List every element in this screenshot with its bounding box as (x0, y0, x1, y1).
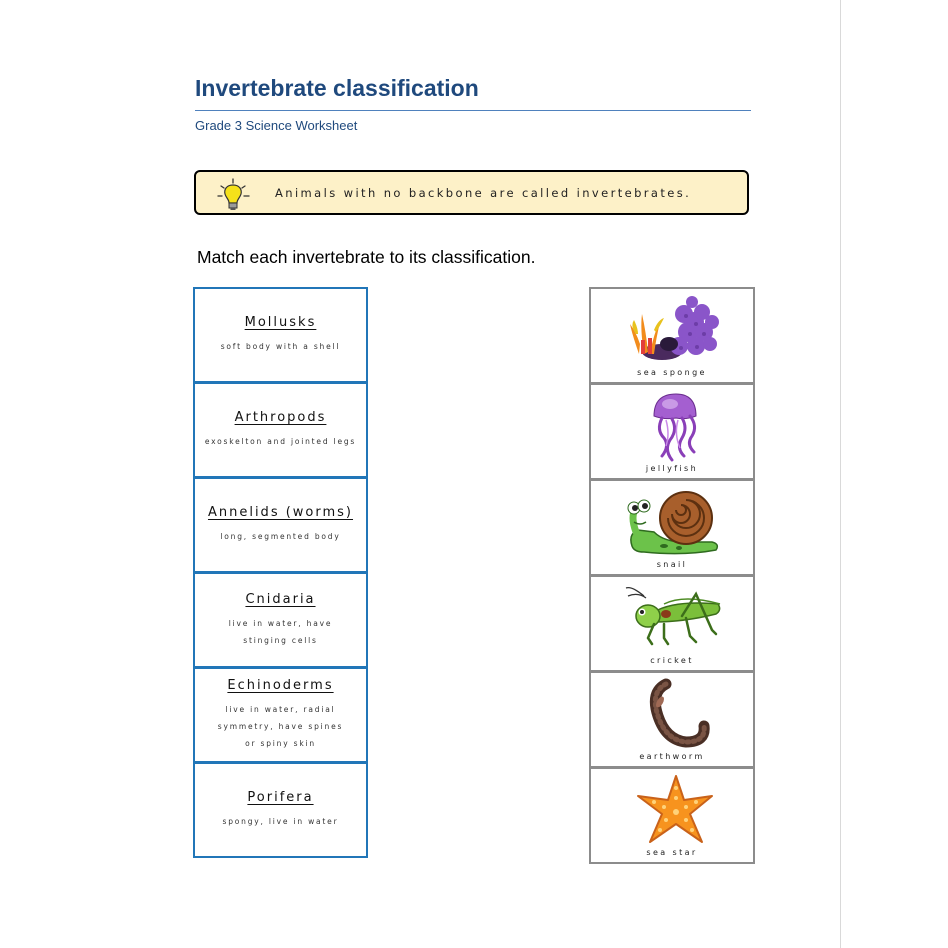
classification-box-arthropods[interactable] (193, 382, 368, 478)
animal-box-snail[interactable] (589, 479, 755, 576)
animal-box-jellyfish[interactable] (589, 383, 755, 480)
classification-box-annelids[interactable] (193, 477, 368, 573)
animal-label: earthworm (639, 752, 705, 761)
classification-description: live in water, radial symmetry, have spines or spiny skin (217, 705, 344, 748)
tip-box (194, 170, 749, 215)
classification-name: Cnidaria (245, 591, 316, 607)
classification-description: soft body with a shell (220, 342, 341, 351)
classification-box-porifera[interactable] (193, 762, 368, 858)
classification-name: Annelids (worms) (207, 505, 354, 520)
animal-box-sea-sponge[interactable] (589, 287, 755, 384)
sea-sponge-icon (624, 294, 724, 366)
animal-box-cricket[interactable] (589, 575, 755, 672)
animal-box-earthworm[interactable] (589, 671, 755, 768)
classification-description: spongy, live in water (222, 817, 339, 826)
classification-box-cnidaria[interactable] (193, 572, 368, 668)
animal-label: jellyfish (645, 464, 699, 473)
classification-box-echinoderms[interactable] (193, 667, 368, 763)
earthworm-icon (624, 678, 724, 750)
lightbulb-icon (216, 177, 252, 213)
title-underline (195, 110, 751, 111)
cricket-icon (624, 582, 724, 654)
classification-box-mollusks[interactable] (193, 287, 368, 383)
classification-description: exoskelton and jointed legs (204, 437, 357, 446)
classification-name: Mollusks (244, 315, 317, 330)
snail-icon (624, 486, 724, 558)
page-subtitle: Grade 3 Science Worksheet (195, 118, 358, 133)
animal-label: sea star (646, 848, 698, 857)
page-edge (840, 0, 841, 948)
classification-name: Echinoderms (227, 678, 334, 693)
page-title: Invertebrate classification (195, 75, 479, 101)
classification-column (193, 287, 368, 858)
tip-text: Animals with no backbone are called invertebrates. (275, 186, 692, 200)
classification-description: long, segmented body (220, 532, 341, 541)
animal-column (589, 287, 755, 864)
sea-star-icon (624, 774, 724, 846)
animal-label: cricket (650, 656, 694, 665)
classification-name: Porifera (247, 790, 314, 805)
classification-description: live in water, have stinging cells (228, 618, 333, 645)
jellyfish-icon (624, 390, 724, 462)
animal-label: snail (656, 560, 688, 569)
animal-box-sea-star[interactable] (589, 767, 755, 864)
animal-label: sea sponge (637, 368, 707, 377)
classification-name: Arthropods (234, 410, 327, 425)
instruction-text: Match each invertebrate to its classification. (197, 247, 536, 267)
